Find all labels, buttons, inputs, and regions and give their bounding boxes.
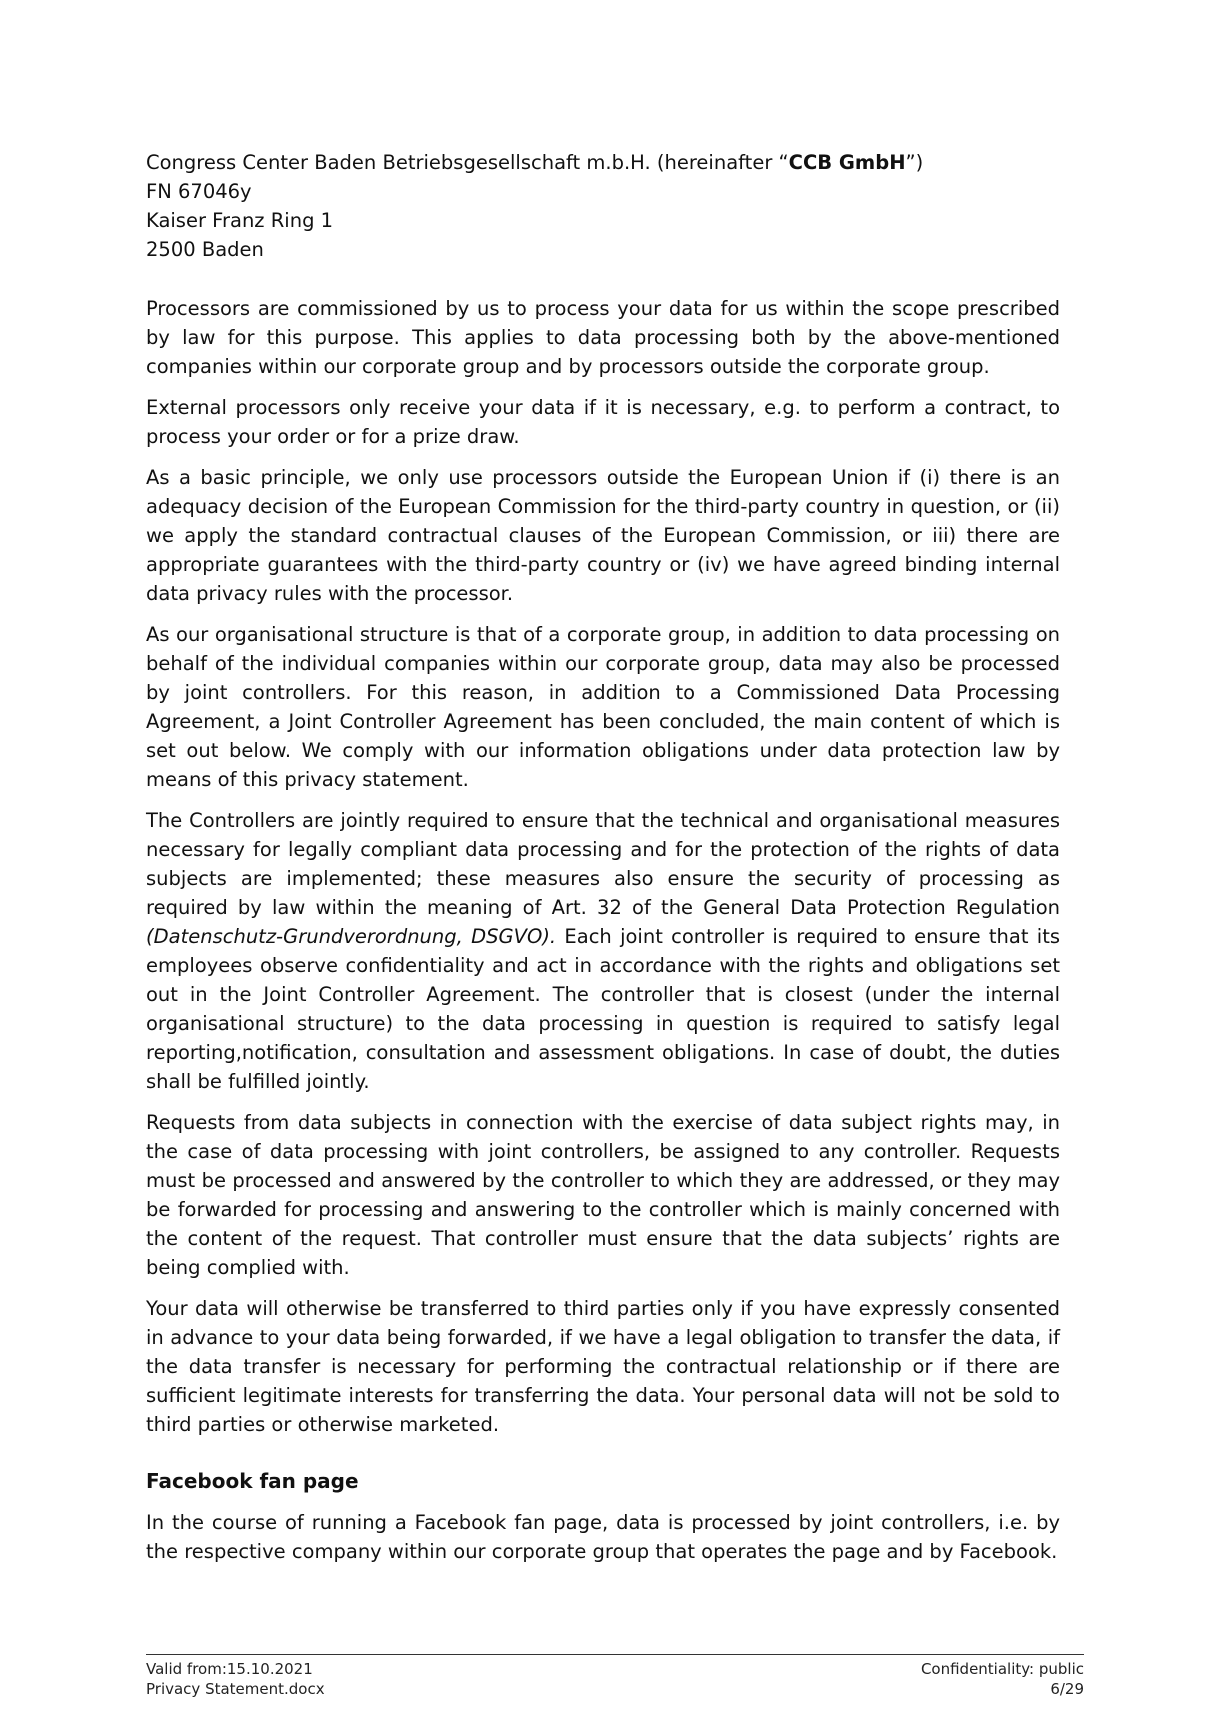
footer-valid-from: Valid from:15.10.2021 bbox=[146, 1660, 313, 1678]
footer-filename: Privacy Statement.docx bbox=[146, 1680, 325, 1698]
company-name-suffix: ”) bbox=[905, 151, 924, 174]
obligations-text-end: Each joint controller is required to ensure that its employees observe confidentiality and act in accordance with the rights and obligations set out in the Joint Controller Agreement. The controller that is closest (under the internal organisational structure) to the data processing in question is required to satisfy legal reporting,notification, consultation and assessment obligations. In case of doubt, the duties shall be fulfilled jointly. bbox=[146, 925, 1061, 1093]
company-name-prefix: Congress Center Baden Betriebsgesellschaft m.b.H. (hereinafter “ bbox=[146, 151, 789, 174]
paragraph-processors: Processors are commissioned by us to process your data for us within the scope prescribed by law for this purpose. This applies to data processing both by the above-mentioned companies within our corporate group and by processors outside the corporate group. bbox=[146, 297, 1060, 378]
company-name bbox=[146, 148, 1060, 177]
company-short-name: CCB GmbH bbox=[788, 151, 906, 174]
paragraph-third-party-transfer: Your data will otherwise be transferred to third parties only if you have expressly consented in advance to your data being forwarded, if we have a legal obligation to transfer the data, if the data transfer is necessary for performing the contractual relationship or if there are sufficient legitimate interests for transferring the data. Your personal data will not be sold to third parties or otherwise marketed. bbox=[146, 1297, 1060, 1436]
section-heading-facebook: Facebook fan page bbox=[146, 1469, 359, 1493]
document-body bbox=[146, 148, 1060, 1578]
footer-page-number: 6/29 bbox=[1050, 1680, 1084, 1698]
company-register-number: FN 67046y bbox=[146, 180, 252, 203]
footer-right bbox=[921, 1659, 1084, 1699]
obligations-text-start: The Controllers are jointly required to ensure that the technical and organisational measures necessary for legally compliant data processing and for the protection of the rights of data subjects are implemented; these measures also ensure the security of processing as required by law within the meaning of Art. 32 of the General Data Protection Regulation bbox=[146, 809, 1060, 919]
company-city: 2500 Baden bbox=[146, 238, 264, 261]
paragraph-facebook-fan-page: In the course of running a Facebook fan page, data is processed by joint controllers, i.e. by the respective company within our corporate group that operates the page and by Facebook. bbox=[146, 1511, 1060, 1563]
address-block bbox=[146, 148, 1060, 264]
company-street: Kaiser Franz Ring 1 bbox=[146, 209, 334, 232]
paragraph-external-processors: External processors only receive your data if it is necessary, e.g. to perform a contract, to process your order or for a prize draw. bbox=[146, 396, 1060, 448]
footer-left bbox=[146, 1659, 325, 1699]
paragraph-non-eu-processors: As a basic principle, we only use processors outside the European Union if (i) there is an adequacy decision of the European Commission for the third-party country in question, or (ii) we apply the standard contractual clauses of the European Commission, or iii) there are appropriate guarantees with the third-party country or (iv) we have agreed binding internal data privacy rules with the processor. bbox=[146, 466, 1060, 605]
paragraph-controller-obligations bbox=[146, 806, 1060, 1096]
paragraph-joint-controllers: As our organisational structure is that of a corporate group, in addition to data processing on behalf of the individual companies within our corporate group, data may also be processed by joint controllers. For this reason, in addition to a Commissioned Data Processing Agreement, a Joint Controller Agreement has been concluded, the main content of which is set out below. We comply with our information obligations under data protection law by means of this privacy statement. bbox=[146, 623, 1060, 791]
obligations-text-italic: (Datenschutz-Grundverordnung, DSGVO). bbox=[146, 925, 557, 948]
footer-confidentiality: Confidentiality: public bbox=[920, 1660, 1084, 1678]
paragraph-data-subject-requests: Requests from data subjects in connection with the exercise of data subject rights may, in the case of data processing with joint controllers, be assigned to any controller. Requests must be processed and answered by the controller to which they are addressed, or they may be forwarded for processing and answering to the controller which is mainly concerned with the content of the request. That controller must ensure that the data subjects’ rights are being complied with. bbox=[146, 1111, 1060, 1279]
page-footer bbox=[146, 1654, 1084, 1699]
